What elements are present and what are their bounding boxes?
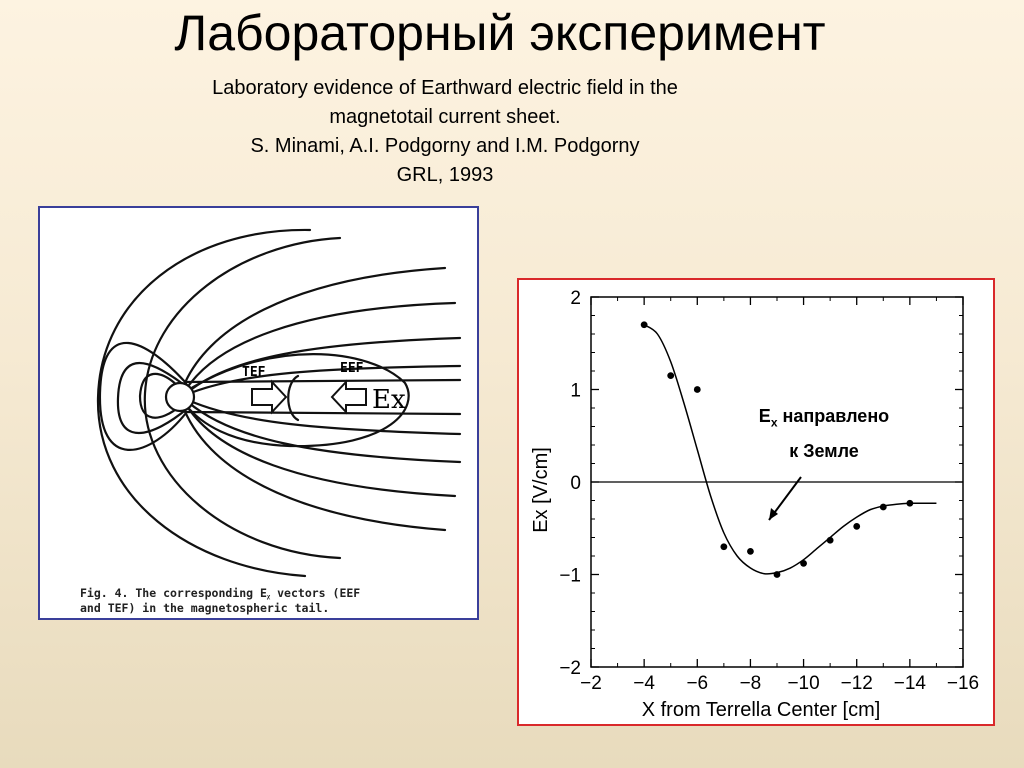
magnetosphere-figure — [38, 206, 479, 620]
citation-journal: GRL, 1993 — [396, 164, 494, 186]
annotation-line-1: направлено — [782, 406, 890, 426]
y-axis-label: Ex [V/cm] — [530, 447, 552, 533]
ex-chart-panel — [517, 278, 995, 726]
x-axis-label: X from Terrella Center [cm] — [641, 699, 881, 721]
terrella-circle — [166, 383, 194, 411]
data-point — [694, 386, 701, 393]
x-tick-label: −6 — [686, 673, 709, 694]
x-tick-label: −10 — [787, 673, 820, 694]
x-tick-label: −8 — [739, 673, 762, 694]
x-tick-label: −16 — [946, 673, 980, 694]
citation-title-line-1: Laboratory evidence of Earthward electric field in the — [212, 77, 678, 99]
figure-caption — [80, 586, 460, 616]
y-tick-label: −1 — [559, 565, 581, 587]
ex-label: Ex — [372, 385, 406, 415]
figure-caption-line-2: and TEF) in the magnetospheric tail. — [80, 601, 330, 615]
data-point — [827, 537, 834, 544]
annotation-line-2: к Земле — [789, 440, 859, 461]
x-tick-label: −12 — [840, 673, 873, 694]
y-tick-label: −2 — [559, 658, 581, 679]
chart-axes — [591, 297, 963, 667]
data-point — [667, 372, 674, 379]
data-point — [906, 500, 913, 507]
data-point — [853, 523, 860, 530]
chart-annotation — [719, 402, 929, 465]
tef-arrow-icon — [252, 382, 286, 412]
x-tick-label: −2 — [580, 673, 602, 694]
y-tick-label: 2 — [570, 288, 581, 309]
eef-label: EEF — [340, 361, 364, 376]
annotation-symbol: E — [758, 406, 771, 426]
data-point — [774, 571, 781, 578]
data-point — [720, 543, 727, 550]
y-tick-label: 0 — [570, 473, 581, 494]
y-tick-label: 1 — [570, 380, 581, 402]
ex-chart — [519, 280, 995, 726]
field-line-diagram — [40, 208, 479, 620]
tef-label: TEF — [242, 365, 266, 380]
figure-caption-line-1: Fig. 4. The corresponding Eᵪ vectors (EEF — [80, 586, 361, 600]
data-point — [880, 504, 887, 511]
citation-authors: S. Minami, A.I. Podgorny and I.M. Podgorny — [250, 135, 640, 157]
annotation-subscript: x — [770, 415, 778, 430]
data-point — [641, 321, 648, 328]
citation-block — [120, 74, 770, 190]
x-tick-label: −14 — [893, 673, 926, 694]
chart-ticks — [559, 288, 979, 694]
citation-title-line-2: magnetotail current sheet. — [329, 106, 561, 128]
data-point — [747, 548, 754, 555]
x-tick-label: −4 — [633, 673, 655, 694]
data-point — [800, 560, 807, 567]
eef-arrow-icon — [332, 382, 366, 412]
slide-title: Лабораторный эксперимент — [174, 5, 826, 61]
